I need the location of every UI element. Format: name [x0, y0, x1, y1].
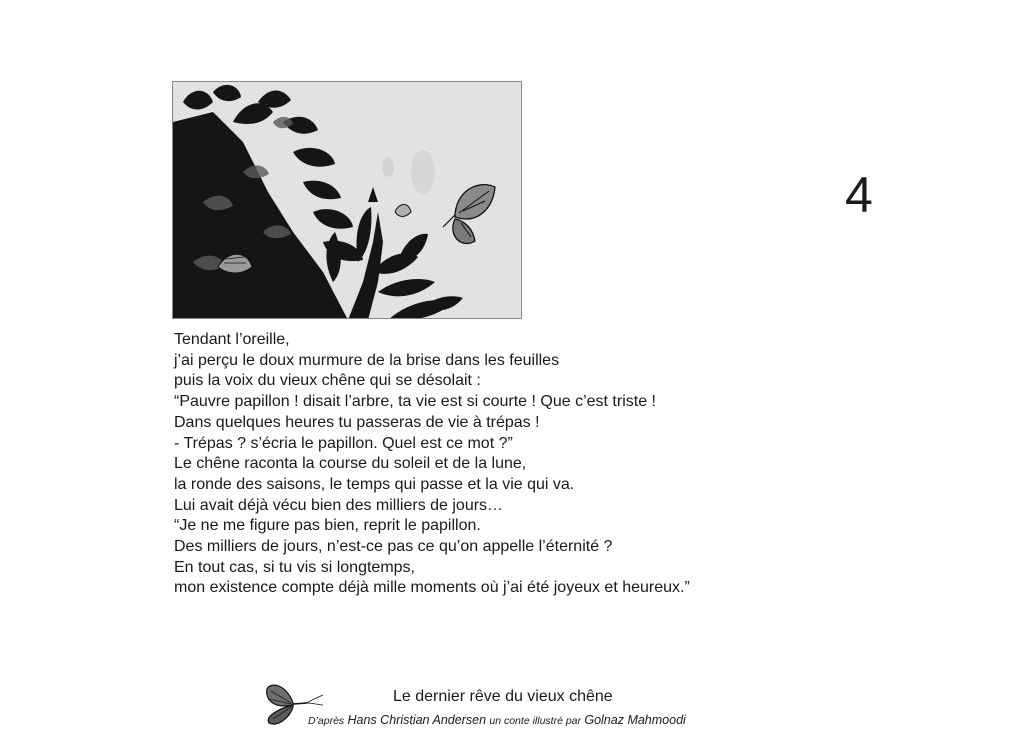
story-line: “Je ne me figure pas bien, reprit le papillon. — [174, 517, 481, 535]
illustrator-name: Golnaz Mahmoodi — [584, 713, 686, 727]
credit-middle: un conte illustré par — [489, 715, 582, 727]
story-line: j’ai perçu le doux murmure de la brise dans les feuilles — [174, 351, 560, 369]
story-line: Lui avait déjà vécu bien des milliers de jours… — [174, 496, 504, 514]
page-number: 4 — [845, 167, 873, 223]
story-line: En tout cas, si tu vis si longtemps, — [174, 558, 415, 576]
credits — [308, 713, 686, 727]
story-line: puis la voix du vieux chêne qui se désolait : — [174, 372, 481, 390]
story-line: Le chêne raconta la course du soleil et de la lune, — [174, 455, 527, 473]
leaves-and-butterflies-illustration — [173, 82, 522, 319]
story-illustration — [172, 81, 522, 319]
story-line: Des milliers de jours, n’est-ce pas ce qu’on appelle l’éternité ? — [174, 538, 613, 556]
credit-prefix: D’après — [308, 715, 345, 727]
story-text — [174, 330, 774, 599]
author-name: Hans Christian Andersen — [347, 713, 487, 727]
story-line: - Trépas ? s’écria le papillon. Quel est ce mot ?” — [174, 434, 513, 452]
book-title: Le dernier rêve du vieux chêne — [393, 688, 613, 705]
story-line: mon existence compte déjà mille moments où j’ai été joyeux et heureux.” — [174, 579, 690, 597]
story-line: Tendant l’oreille, — [174, 331, 290, 348]
story-line: Dans quelques heures tu passeras de vie à trépas ! — [174, 413, 540, 431]
story-line: la ronde des saisons, le temps qui passe et la vie qui va. — [174, 475, 575, 493]
story-line: “Pauvre papillon ! disait l’arbre, ta vie est si courte ! Que c’est triste ! — [174, 393, 656, 411]
